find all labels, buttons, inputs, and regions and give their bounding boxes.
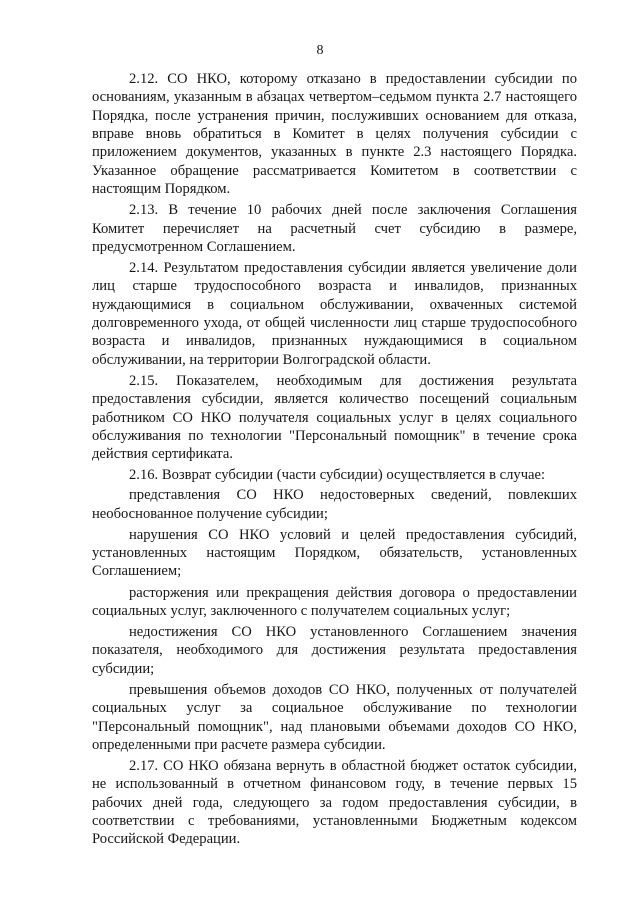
refund-case-violation: нарушения СО НКО условий и целей предоставления субсидий, установленных настоящим Порядком, обязательств, установленных Соглашением;: [92, 526, 577, 580]
paragraph-2-15: 2.15. Показателем, необходимым для достижения результата предоставления субсидии, является количество посещений социальным работником СО НКО получателя социальных услуг в целях социального обслуживания по технологии "Персональный помощник" в течение срока действия сертификата.: [92, 372, 577, 463]
document-body: [92, 70, 577, 852]
paragraph-2-16: 2.16. Возврат субсидии (части субсидии) осуществляется в случае:: [129, 467, 546, 484]
page-number: 8: [316, 43, 324, 58]
paragraph-2-14: 2.14. Результатом предоставления субсидии является увеличение доли лиц старше трудоспособного возраста и инвалидов, признанных нуждающимися в социальном обслуживании, охваченных системой долговременного ухода, от общей численности лиц старше трудоспособного возраста и инвалидов, признанных нуждающимися в социальном обслуживании, на территории Волгоградской области.: [92, 260, 577, 368]
refund-case-contract-termination: расторжения или прекращения действия договора о предоставлении социальных услуг, заключенного с получателем социальных услуг;: [92, 584, 577, 619]
refund-case-false-info: представления СО НКО недостоверных сведений, повлекших необоснованное получение субсидии;: [92, 487, 577, 522]
paragraph-2-13: 2.13. В течение 10 рабочих дней после заключения Соглашения Комитет перечисляет на расчетный счет субсидию в размере, предусмотренном Соглашением.: [92, 202, 577, 255]
refund-case-indicator-not-achieved: недостижения СО НКО установленного Соглашением значения показателя, необходимого для достижения результата предоставления субсидии;: [92, 624, 577, 677]
refund-case-income-excess: превышения объемов доходов СО НКО, полученных от получателей социальных услуг за социальное обслуживание по технологии "Персональный помощник", над плановыми объемами доходов СО НКО, определенными при расчете размера субсидии.: [92, 681, 577, 753]
paragraph-2-17: 2.17. СО НКО обязана вернуть в областной бюджет остаток субсидии, не использованный в отчетном финансовом году, в течение первых 15 рабочих дней года, следующего за годом предоставления субсидии, в соответствии с требованиями, установленными Бюджетным кодексом Российской Федерации.: [92, 758, 577, 848]
paragraph-2-12: 2.12. СО НКО, которому отказано в предоставлении субсидии по основаниям, указанным в абзацах четвертом–седьмом пункта 2.7 настоящего Порядка, после устранения причин, послуживших основанием для отказа, вправе вновь обратиться в Комитет в целях получения субсидии с приложением документов, указанных в пункте 2.3 настоящего Порядка. Указанное обращение рассматривается Комитетом в соответствии с настоящим Порядком.: [92, 71, 577, 198]
